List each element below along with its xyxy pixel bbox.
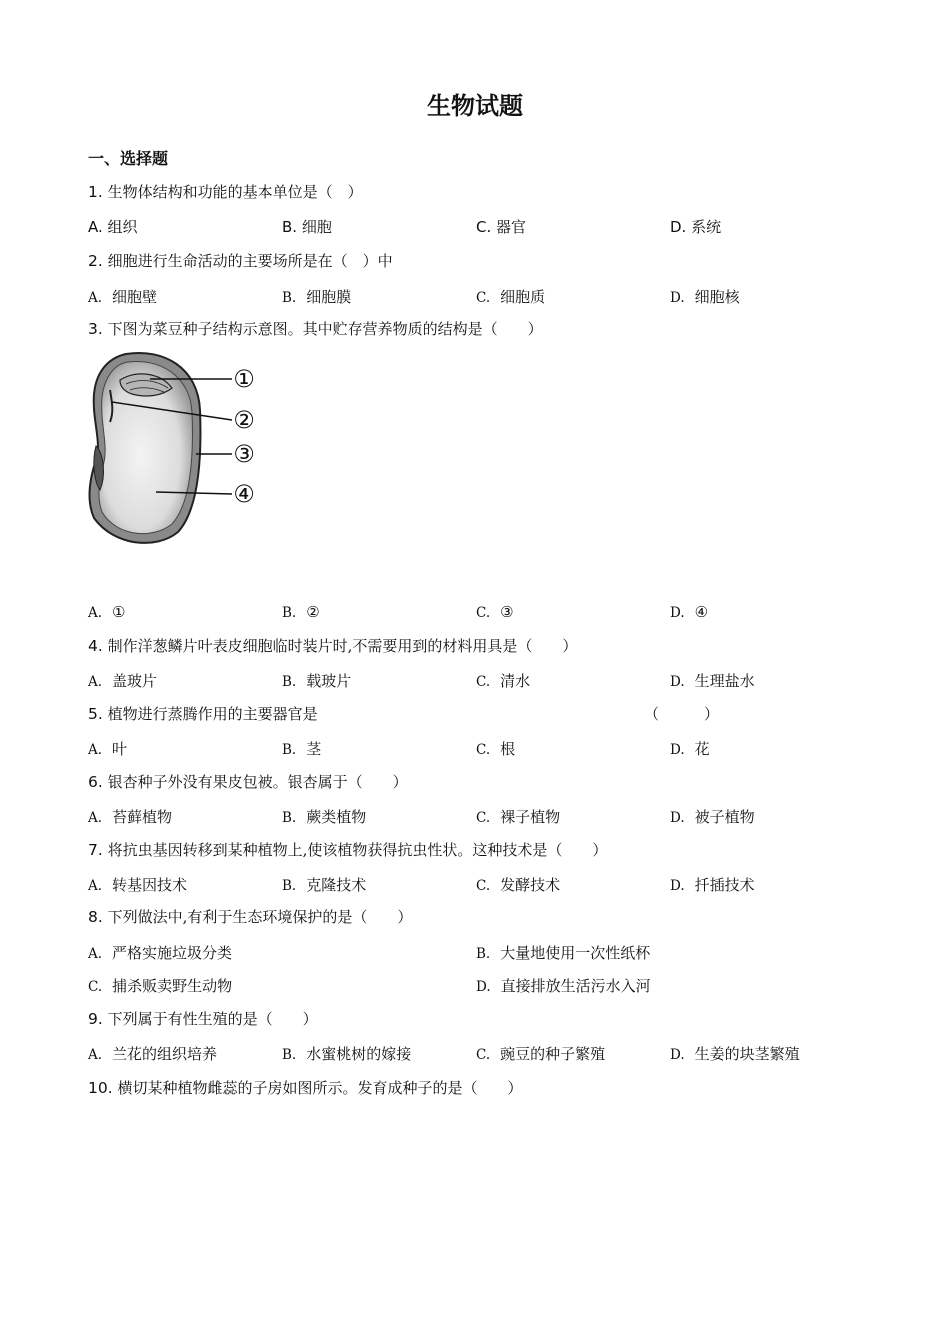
q8-option-a[interactable]: A. 严格实施垃圾分类 — [88, 944, 233, 962]
q3-option-c[interactable]: C. ③ — [476, 603, 514, 621]
question-number: 7. — [88, 841, 103, 859]
q5-option-c[interactable]: C. 根 — [476, 740, 516, 758]
label-4: ④ — [233, 480, 255, 508]
bean-seed-diagram — [86, 350, 266, 546]
label-2: ② — [233, 406, 255, 434]
q6-option-a[interactable]: A. 苔藓植物 — [88, 808, 173, 826]
q2-option-c[interactable]: C. 细胞质 — [476, 288, 546, 306]
question-text: 下列属于有性生殖的是（ ） — [107, 1010, 318, 1028]
question-number: 5. — [88, 705, 103, 723]
q4-option-b[interactable]: B. 载玻片 — [282, 672, 352, 690]
q7-option-b[interactable]: B. 克隆技术 — [282, 876, 367, 894]
label-1: ① — [233, 365, 255, 393]
q6-option-d[interactable]: D. 被子植物 — [670, 808, 755, 826]
question-text: 下图为菜豆种子结构示意图。其中贮存营养物质的结构是（ ） — [107, 320, 543, 338]
q5-option-d[interactable]: D. 花 — [670, 740, 710, 758]
question-number: 10. — [88, 1079, 113, 1097]
q9-option-c[interactable]: C. 豌豆的种子繁殖 — [476, 1045, 606, 1063]
q8-option-b[interactable]: B. 大量地使用一次性纸杯 — [476, 944, 651, 962]
q7-option-d[interactable]: D. 扦插技术 — [670, 876, 755, 894]
question-text: 银杏种子外没有果皮包被。银杏属于（ ） — [107, 773, 408, 791]
q5-option-a[interactable]: A. 叶 — [88, 740, 128, 758]
question-text: 下列做法中,有利于生态环境保护的是（ ） — [107, 908, 413, 926]
q1-option-d[interactable]: D. 系统 — [670, 218, 722, 236]
q5-option-b[interactable]: B. 茎 — [282, 740, 322, 758]
question-number: 2. — [88, 252, 103, 270]
q4-option-d[interactable]: D. 生理盐水 — [670, 672, 755, 690]
question-number: 9. — [88, 1010, 103, 1028]
question-3 — [88, 318, 543, 339]
question-number: 6. — [88, 773, 103, 791]
q8-option-c[interactable]: C. 捕杀贩卖野生动物 — [88, 977, 233, 995]
q9-option-a[interactable]: A. 兰花的组织培养 — [88, 1045, 218, 1063]
question-number: 3. — [88, 320, 103, 338]
question-number: 4. — [88, 637, 103, 655]
q9-option-b[interactable]: B. 水蜜桃树的嫁接 — [282, 1045, 412, 1063]
section-heading: 一、选择题 — [88, 149, 169, 168]
q8-option-d[interactable]: D. 直接排放生活污水入河 — [476, 977, 651, 995]
q2-option-b[interactable]: B. 细胞膜 — [282, 288, 352, 306]
q3-option-b[interactable]: B. ② — [282, 603, 320, 621]
question-7 — [88, 839, 607, 860]
q1-option-b[interactable]: B. 细胞 — [282, 218, 332, 236]
question-1 — [88, 181, 363, 202]
q9-option-d[interactable]: D. 生姜的块茎繁殖 — [670, 1045, 800, 1063]
question-number: 8. — [88, 908, 103, 926]
question-text: 制作洋葱鳞片叶表皮细胞临时装片时,不需要用到的材料用具是（ ） — [107, 637, 578, 655]
question-text: 生物体结构和功能的基本单位是（ ） — [107, 183, 363, 201]
question-text: 植物进行蒸腾作用的主要器官是 — [107, 705, 318, 723]
question-4 — [88, 635, 577, 656]
q6-option-c[interactable]: C. 裸子植物 — [476, 808, 561, 826]
question-5 — [88, 703, 318, 724]
q2-option-a[interactable]: A. 细胞壁 — [88, 288, 158, 306]
question-9 — [88, 1008, 318, 1029]
q3-option-d[interactable]: D. ④ — [670, 603, 709, 621]
question-number: 1. — [88, 183, 103, 201]
q7-option-a[interactable]: A. 转基因技术 — [88, 876, 188, 894]
question-6 — [88, 771, 408, 792]
question-text: 横切某种植物雌蕊的子房如图所示。发育成种子的是（ ） — [117, 1079, 523, 1097]
q3-option-a[interactable]: A. ① — [88, 603, 126, 621]
question-text: 细胞进行生命活动的主要场所是在（ ）中 — [107, 252, 393, 270]
q1-option-c[interactable]: C. 器官 — [476, 218, 527, 236]
q2-option-d[interactable]: D. 细胞核 — [670, 288, 740, 306]
q1-option-a[interactable]: A. 组织 — [88, 218, 138, 236]
q4-option-c[interactable]: C. 清水 — [476, 672, 531, 690]
label-3: ③ — [233, 440, 255, 468]
question-8 — [88, 906, 412, 927]
question-10 — [88, 1077, 522, 1098]
q6-option-b[interactable]: B. 蕨类植物 — [282, 808, 367, 826]
q4-option-a[interactable]: A. 盖玻片 — [88, 672, 158, 690]
q7-option-c[interactable]: C. 发酵技术 — [476, 876, 561, 894]
question-text: 将抗虫基因转移到某种植物上,使该植物获得抗虫性状。这种技术是（ ） — [107, 841, 608, 859]
answer-parentheses: （ ） — [644, 705, 720, 723]
question-2 — [88, 250, 393, 271]
page-title: 生物试题 — [427, 92, 523, 120]
